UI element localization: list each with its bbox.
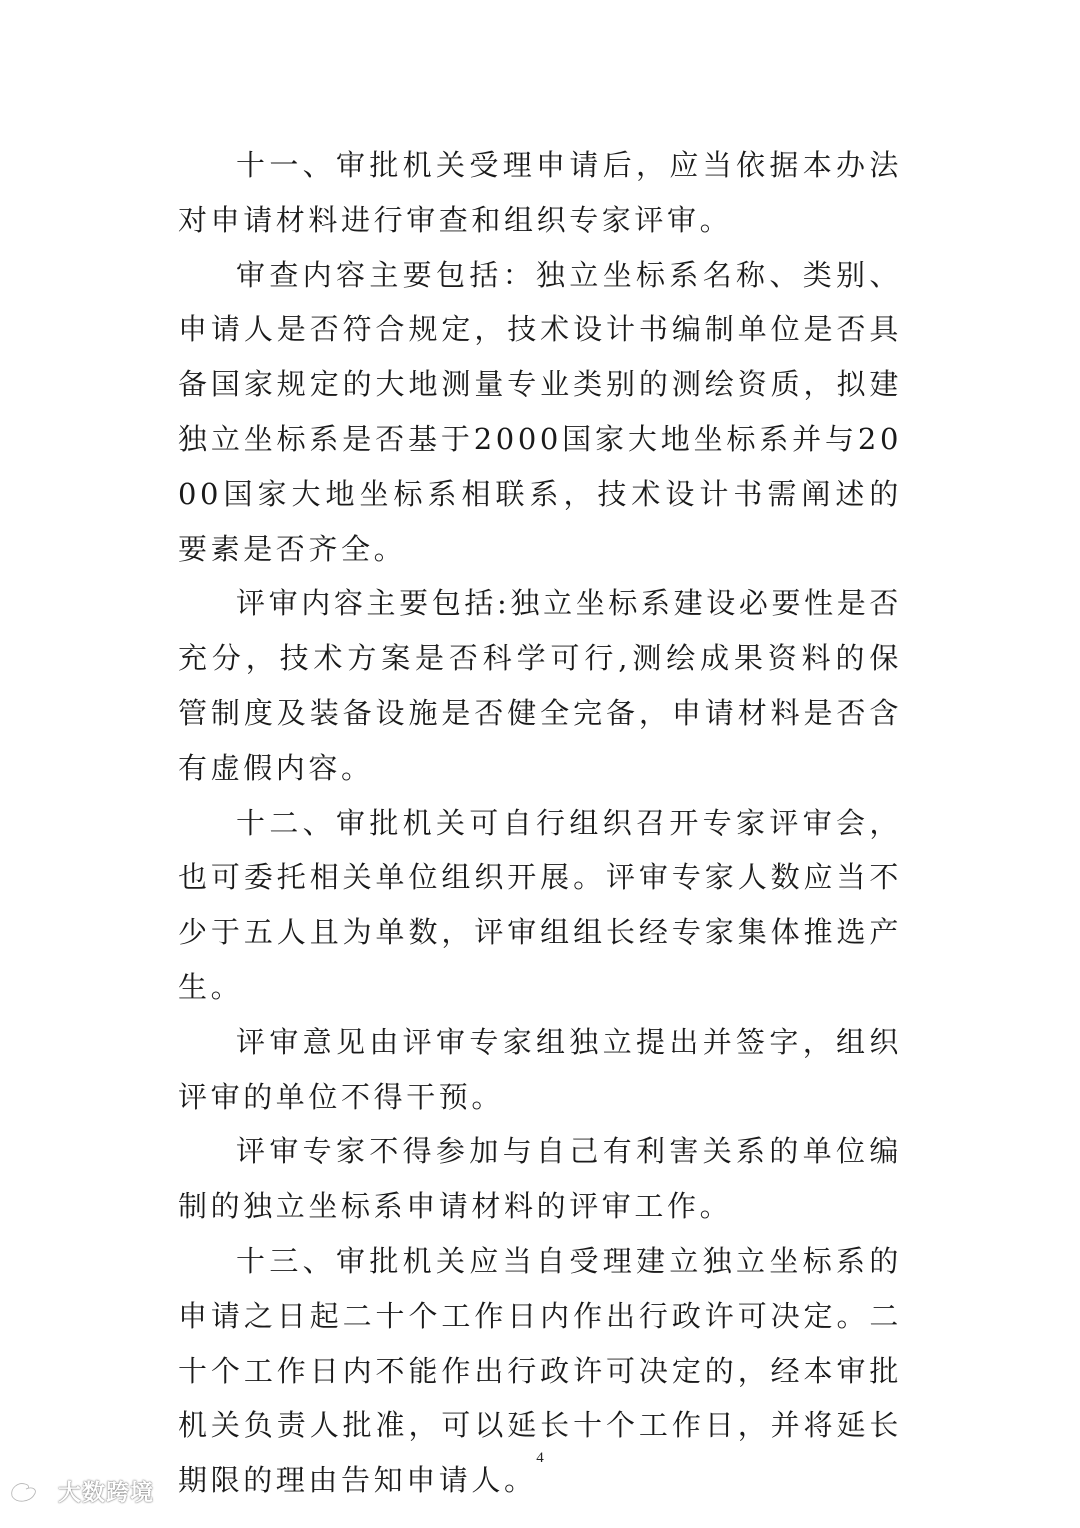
paragraph-article-12: 十二、审批机关可自行组织召开专家评审会，也可委托相关单位组织开展。评审专家人数应当不少于五人且为单数，评审组组长经专家集体推选产生。 bbox=[178, 805, 902, 1004]
paragraph-expert-recusal: 评审专家不得参加与自己有利害关系的单位编制的独立坐标系申请材料的评审工作。 bbox=[178, 1134, 902, 1224]
watermark-text: 大数跨境 bbox=[58, 1480, 154, 1506]
weibo-logo-icon bbox=[6, 1476, 52, 1506]
paragraph-evaluation-content: 评审内容主要包括:独立坐标系建设必要性是否充分，技术方案是否科学可行,测绘成果资料的保管制度及装备设施是否健全完备，申请材料是否含有虚假内容。 bbox=[178, 586, 902, 785]
paragraph-article-13: 十三、审批机关应当自受理建立独立坐标系的申请之日起二十个工作日内作出行政许可决定。二十个工作日内不能作出行政许可决定的，经本审批机关负责人批准，可以延长十个工作日，并将延长期限的理由告知申请人。 bbox=[178, 1243, 902, 1498]
watermark bbox=[6, 1474, 154, 1507]
paragraph-article-11: 十一、审批机关受理申请后，应当依据本办法对申请材料进行审查和组织专家评审。 bbox=[178, 148, 902, 237]
paragraph-review-content: 审查内容主要包括：独立坐标系名称、类别、申请人是否符合规定，技术设计书编制单位是否具备国家规定的大地测量专业类别的测绘资质，拟建独立坐标系是否基于2000国家大地坐标系并与2000国家大地坐标系相联系，技术设计书需阐述的要素是否齐全。 bbox=[178, 257, 902, 566]
page-number: 4 bbox=[536, 1450, 544, 1466]
paragraph-evaluation-opinion: 评审意见由评审专家组独立提出并签字，组织评审的单位不得干预。 bbox=[178, 1024, 902, 1114]
document-body bbox=[178, 138, 902, 1508]
